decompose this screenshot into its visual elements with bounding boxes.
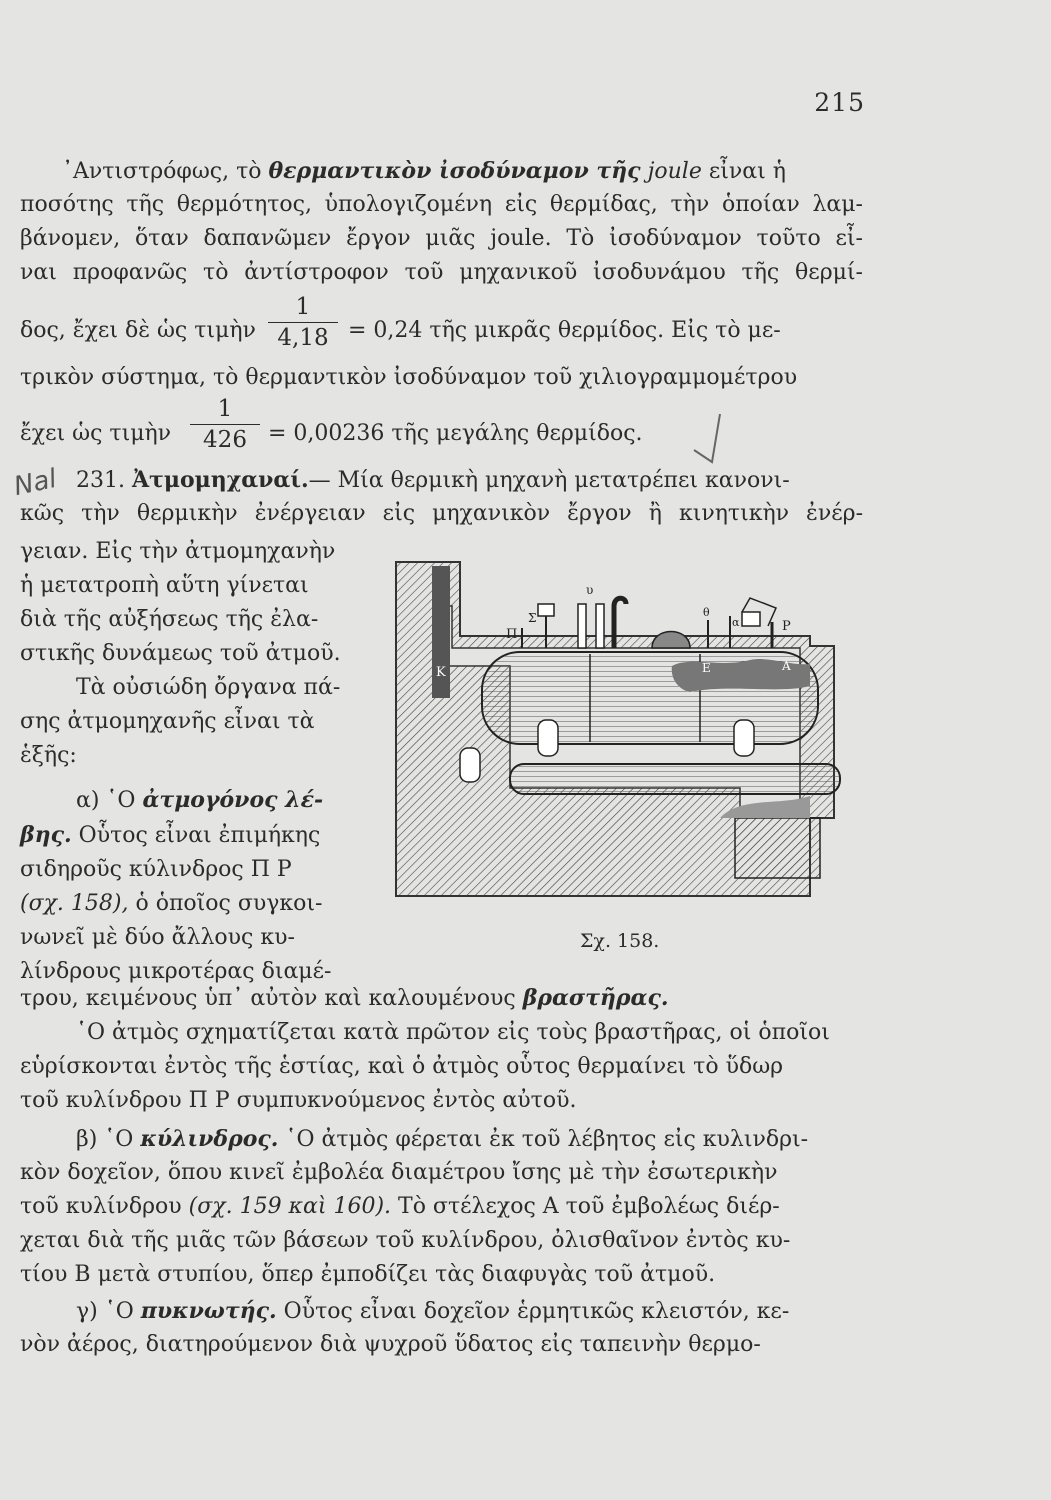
para1-line4: ναι προφανῶς τὸ ἀντίστροφον τοῦ μηχανικοῦ ἰσοδυνάμου τῆς θερμί- [20,260,863,285]
text-line: ἡ μετατροπὴ αὕτη γίνεται [20,573,309,598]
label-alpha: α [732,616,740,629]
label-upsilon: υ [586,583,594,597]
label-Pi: Π [506,627,518,642]
text-line: Τὰ οὐσιώδη ὄργανα πά- [76,675,341,700]
text-line: σης ἀτμομηχανῆς εἶναι τὰ [20,709,315,734]
margin-handwritten-note: Nal [11,463,60,503]
label-Sigma: Σ [528,611,537,625]
text-line: νωνεῖ μὲ δύο ἄλλους κυ- [20,925,295,950]
text-line: στικῆς δυνάμεως τοῦ ἀτμοῦ. [20,641,341,666]
steam-para-line2: εὑρίσκονται ἐντὸς τῆς ἑστίας, καὶ ὁ ἀτμὸς οὗτος θερμαίνει τὸ ὕδωρ [20,1054,784,1079]
label-theta: θ [703,606,710,619]
section-231-line2: κῶς τὴν θερμικὴν ἐνέργειαν εἰς μηχανικὸν ἔργον ἢ κινητικὴν ἐνέρ- [20,501,863,526]
para-b-line5: τίου Β μετὰ στυπίου, ὅπερ ἐμποδίζει τὰς διαφυγὰς τοῦ ἀτμοῦ. [20,1262,716,1287]
para1-line7-end: = 0,00236 τῆς μεγάλης θερμίδος. [268,421,643,446]
para-b-line1: β) ῾Ο κύλινδρος. ῾Ο ἀτμὸς φέρεται ἐκ τοῦ λέβητος εἰς κυλινδρι- [76,1126,809,1152]
text-line: ἑξῆς: [20,743,77,768]
section-231-last-line: τρου, κειμένους ὑπ᾿ αὐτὸν καὶ καλουμένους βραστῆρας. [20,985,669,1011]
para1-line5-start: δος, ἔχει δὲ ὡς τιμὴν [20,318,256,343]
figure-158-boiler [390,556,860,911]
fraction-426 [190,396,260,453]
text-line: βης. Οὗτος εἶναι ἐπιμήκης [20,822,321,848]
section-231-heading-line: 231. Ἀτμομηχαναί.— Μία θερμικὴ μηχανὴ μετατρέπει κανονι- [76,467,790,493]
para1-line6: τρικὸν σύστημα, τὸ θερμαντικὸν ἰσοδύναμον τοῦ χιλιογραμμομέτρου [20,365,798,390]
steam-para-line1: ῾Ο ἀτμὸς σχηματίζεται κατὰ πρῶτον εἰς τοὺς βραστῆρας, οἱ ὁποῖοι [76,1020,830,1045]
para-b-line3: τοῦ κυλίνδρου (σχ. 159 καὶ 160). Τὸ στέλεχος Α τοῦ ἐμβολέως διέρ- [20,1194,780,1219]
para-c-line1: γ) ῾Ο πυκνωτής. Οὗτος εἶναι δοχεῖον ἑρμητικῶς κλειστόν, κε- [76,1298,790,1324]
para1-line2: ποσότης τῆς θερμότητος, ὑπολογιζομένη εἰς θερμίδας, τὴν ὁποίαν λαμ- [20,192,863,217]
wrapped-text-column [20,535,360,989]
text-line: λίνδρους μικροτέρας διαμέ- [20,959,332,984]
label-E: E [702,661,711,675]
para-b-line2: κὸν δοχεῖον, ὅπου κινεῖ ἐμβολέα διαμέτρου ἴσης μὲ τὴν ἐσωτερικὴν [20,1160,778,1185]
para1-line1: ᾿Αντιστρόφως, τὸ θερμαντικὸν ἰσοδύναμον τῆς joule εἶναι ἡ [62,158,786,184]
para1-line5-end: = 0,24 τῆς μικρᾶς θερμίδος. Εἰς τὸ με- [348,318,781,343]
fraction-bar [268,322,338,323]
label-P: P [782,619,791,634]
figure-caption: Σχ. 158. [580,930,660,952]
text-line: α) ῾Ο ἀτμογόνος λέ- [76,787,324,813]
para1-line7-start: ἔχει ὡς τιμὴν [20,421,172,446]
fraction-4-18 [268,294,338,351]
steam-para-line3: τοῦ κυλίνδρου Π Ρ συμπυκνούμενος ἐντὸς αὐτοῦ. [20,1088,577,1113]
text-line: (σχ. 158), ὁ ὁποῖος συγκοι- [20,891,323,916]
fraction-denominator: 4,18 [277,325,329,351]
text-line: γειαν. Εἰς τὴν ἀτμομηχανὴν [20,539,336,564]
pencil-checkmark-icon [690,410,730,470]
text-line: σιδηροῦς κύλινδρος Π Ρ [20,857,292,882]
fraction-bar [190,424,260,425]
label-K: K [436,665,446,680]
para-c-line2: νὸν ἀέρος, διατηρούμενον διὰ ψυχροῦ ὕδατος εἰς ταπεινὴν θερμο- [20,1332,761,1357]
text-line: διὰ τῆς αὐξήσεως τῆς ἐλα- [20,607,319,632]
label-A: A [782,659,791,673]
para-b-line4: χεται διὰ τῆς μιᾶς τῶν βάσεων τοῦ κυλίνδρου, ὀλισθαῖνον ἐντὸς κυ- [20,1228,791,1253]
fraction-numerator: 1 [217,396,233,422]
page-number: 215 [814,88,865,117]
fraction-denominator: 426 [203,427,247,453]
para1-line3: βάνομεν, ὅταν δαπανῶμεν ἔργον μιᾶς joule. Τὸ ἰσοδύναμον τοῦτο εἶ- [20,226,863,251]
fraction-numerator: 1 [295,294,311,320]
